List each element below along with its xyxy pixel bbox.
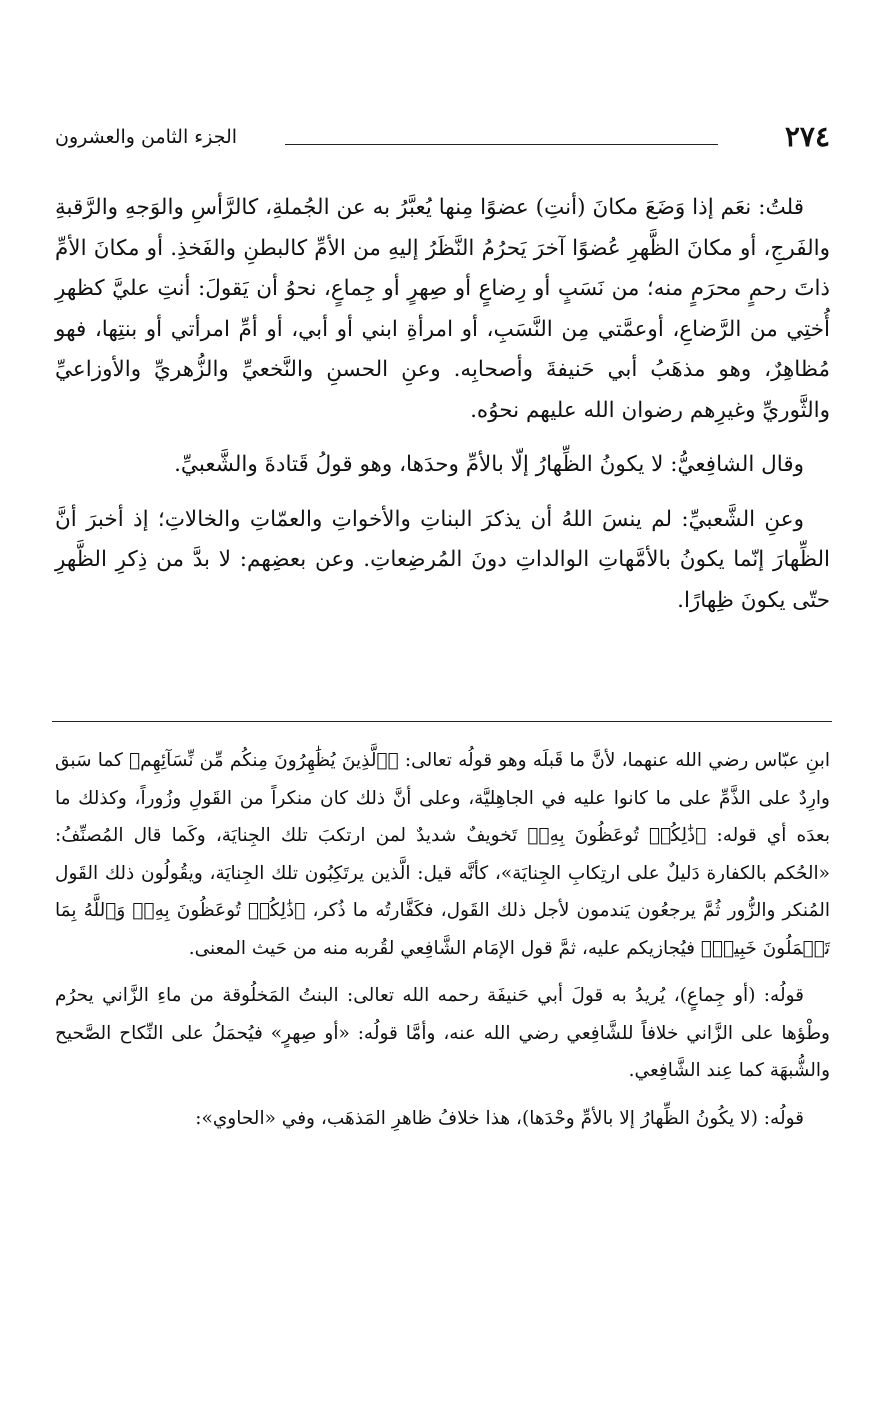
footnote-paragraph: ابنِ عبّاس رضي الله عنهما، لأنَّ ما قَبلَه وهو قولُه تعالى: ﴿ٱلَّذِينَ يُظَٰهِرُونَ مِنكُم مِّن نِّسَآئِهِم﴾ كما سَبق وارِدٌ على الذَّمِّ على ما كانوا عليه في الجاهِليَّة، وعلى أنَّ ذلك كان منكراً من القَولِ وزُوراً، وكذلك ما بعدَه أي قوله: ﴿ذَٰلِكُمۡ تُوعَظُونَ بِهِۦ﴾ تَخويفٌ شديدٌ لمن ارتكبَ تلك الجِنايَة، وكَما قال المُصنِّفُ: «الحُكم بالكفارة دَليلٌ على ارتِكابِ الجِنايَة»، كأنَّه قيل: الَّذين يرتَكِبُون تلك الجِنايَة، ويقُولُون ذلك القَول المُنكر والزُّور ثُمَّ يرجعُون يَندمون لأجل ذلك القَول، فكَفَّارتُه ما ذُكر، ﴿ذَٰلِكُمۡ تُوعَظُونَ بِهِۦۚ وَٱللَّهُ بِمَا تَعۡمَلُونَ خَبِيرٞ﴾ فيُجازيكم عليه، ثمَّ قول الإمَام الشَّافِعي لقُربه منه من حَيث المعنى. xyxy=(55,750,830,959)
main-paragraph: وقال الشافِعيُّ: لا يكونُ الظِّهارُ إلّا بالأمِّ وحدَها، وهو قولُ قَتادةَ والشَّعبيِّ. xyxy=(174,452,804,477)
header-divider xyxy=(285,144,718,145)
footnote-divider xyxy=(52,721,832,722)
footnote-paragraph: قولُه: (أو جِماعٍ)، يُريدُ به قولَ أبي حَنيفَة رحمه الله تعالى: البنتُ المَخلُوقة من ماءِ الزَّاني يحرُم وطْؤها على الزَّاني خلافاً للشَّافِعي رضي الله عنه، وأمَّا قولُه: «أو صِهرٍ» فيُحمَلُ على النِّكاح الصَّحيح والشُّبهَة كما عِند الشَّافِعي. xyxy=(55,985,830,1081)
page-header xyxy=(55,118,830,162)
page-number: ٢٧٤ xyxy=(784,120,830,153)
footnotes xyxy=(55,742,830,1147)
main-text xyxy=(55,188,830,635)
main-paragraph: وعنِ الشَّعبيِّ: لم ينسَ اللهُ أن يذكرَ البناتِ والأخواتِ والعمّاتِ والخالاتِ؛ إذ أخبرَ أنَّ الظِّهارَ إنّما يكونُ بالأمَّهاتِ الوالداتِ دونَ المُرضِعاتِ. وعن بعضِهم: لا بدَّ من ذِكرِ الظَّهرِ حتّى يكونَ ظِهارًا. xyxy=(55,506,830,613)
footnote-paragraph: قولُه: (لا يكُونُ الظِّهارُ إلا بالأمِّ وحْدَها)، هذا خلافُ ظاهرِ المَذهَب، وفي «الحاوي»: xyxy=(195,1107,804,1129)
main-paragraph: قلتُ: نعَم إذا وَضَعَ مكانَ (أنتِ) عضوًا مِنها يُعبَّرُ به عن الجُملةِ، كالرَّأسِ والوَجهِ والرَّقبةِ والفَرجِ، أو مكانَ الظَّهرِ عُضوًا آخرَ يَحرُمُ النَّظَرُ إليهِ من الأمِّ كالبطنِ والفَخذِ. أو مكانَ الأمِّ ذاتَ رحمٍ محرَمٍ منه؛ من نَسَبٍ أو رِضاعٍ أو صِهرٍ أو جِماعٍ، نحوُ أن يَقولَ: أنتِ عليَّ كظهرِ أُختِي من الرَّضاعِ، أوعمَّتي مِن النَّسَبِ، أو امرأةِ ابني أو أبي، أو أمِّ امرأتي أو بنتِها، فهو مُظاهِرٌ، وهو مذهَبُ أبي حَنيفةَ وأصحابِه. وعنِ الحسنِ والنَّخعيِّ والزُّهريِّ والأوزاعيِّ والثَّوريِّ وغيرِهم رضوان الله عليهم نحوُه. xyxy=(55,195,830,423)
running-title: الجزء الثامن والعشرون xyxy=(55,126,238,148)
